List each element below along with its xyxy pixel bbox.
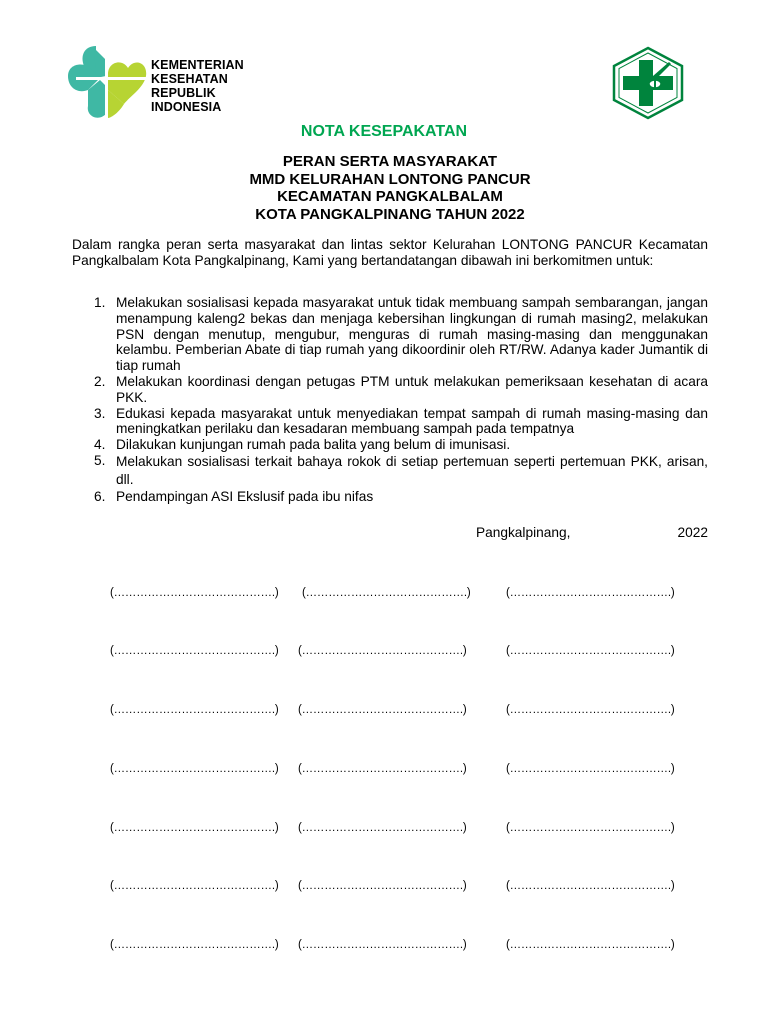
ministry-logo [66,44,266,122]
list-item-number: 5. [94,452,106,468]
list-item [72,406,708,438]
signature-line: (…………………………………….) [506,587,675,599]
signature-line: (…………………………………….) [506,880,675,892]
list-item-text: Edukasi kepada masyarakat untuk menyediakan tempat sampah di rumah masing-masing dan meningkatkan perilaku dan kesadaran membuang sampah pada tempatnya [116,405,708,437]
list-item-number: 2. [94,373,106,389]
signature-line: (…………………………………….) [506,939,675,951]
signature-line: (…………………………………….) [506,763,675,775]
signature-line: (…………………………………….) [506,645,675,657]
signature-line: (…………………………………….) [506,704,675,716]
subtitle-line-3: KECAMATAN PANGKALBALAM [277,188,503,205]
list-item-number: 1. [94,295,106,310]
place-date-line [476,525,708,540]
list-item-number: 3. [94,405,106,421]
signature-line: (…………………………………….) [302,587,471,599]
signature-line: (…………………………………….) [110,704,279,716]
list-item [72,374,708,406]
signature-line: (…………………………………….) [110,880,279,892]
list-item-number: 4. [94,437,106,453]
ministry-name [151,58,244,114]
signature-line: (…………………………………….) [298,880,467,892]
signature-line: (…………………………………….) [298,763,467,775]
ministry-logo-mark-icon [66,44,148,122]
list-item-text: Dilakukan kunjungan rumah pada balita yang belum di imunisasi. [116,437,511,453]
ministry-line-4: INDONESIA [151,100,222,114]
subtitle-line-1: PERAN SERTA MASYARAKAT [282,153,498,170]
health-emblem-logo [611,46,685,120]
intro-paragraph: Dalam rangka peran serta masyarakat dan lintas sektor Kelurahan LONTONG PANCUR Kecamatan Pangkalbalam Kota Pangkalpinang, Kami yang bertandatangan dibawah ini berkomitmen untuk: [72,237,708,268]
list-item-text: Melakukan sosialisasi terkait bahaya rokok di setiap pertemuan seperti pertemuan PKK, arisan, dll. [116,453,708,487]
year-label: 2022 [677,525,708,540]
signature-line: (…………………………………….) [110,587,279,599]
ministry-line-3: REPUBLIK [151,86,216,100]
document-subtitle [0,153,768,223]
document-title: NOTA KESEPAKATAN [300,123,468,140]
list-item-number: 6. [94,488,106,504]
signature-line: (…………………………………….) [110,763,279,775]
signature-line: (…………………………………….) [298,645,467,657]
signature-line: (…………………………………….) [110,645,279,657]
list-item [72,489,708,505]
list-item [72,295,708,374]
subtitle-line-4: KOTA PANGKALPINANG TAHUN 2022 [255,205,525,223]
place-label: Pangkalpinang, [476,525,571,540]
signature-line: (…………………………………….) [298,822,467,834]
signature-line: (…………………………………….) [298,939,467,951]
ministry-line-2: KESEHATAN [151,72,228,86]
list-item-text: Pendampingan ASI Ekslusif pada ibu nifas [116,488,374,504]
commitment-list [72,295,708,505]
subtitle-line-2: MMD KELURAHAN LONTONG PANCUR [249,170,531,188]
signature-line: (…………………………………….) [506,822,675,834]
list-item-text: Melakukan koordinasi dengan petugas PTM untuk melakukan pemeriksaan kesehatan di acara PKK. [116,373,708,405]
signature-line: (…………………………………….) [110,822,279,834]
signature-line: (…………………………………….) [298,704,467,716]
signature-line: (…………………………………….) [110,939,279,951]
ministry-line-1: KEMENTERIAN [151,58,244,72]
list-item [72,437,708,453]
list-item-text: Melakukan sosialisasi kepada masyarakat untuk tidak membuang sampah sembarangan, jangan menampung kaleng2 bekas dan menjaga kebersihan lingkungan di rumah masing2, melakukan PSN dengan menutup, mengubur, menguras di rumah masing-masing dan menggunakan kelambu. Pemberian Abate di tiap rumah yang dikoordinir oleh RT/RW. Adanya kader Jumantik di tiap rumah [116,295,708,374]
list-item [72,453,708,489]
green-cross-emblem-icon [611,46,685,120]
